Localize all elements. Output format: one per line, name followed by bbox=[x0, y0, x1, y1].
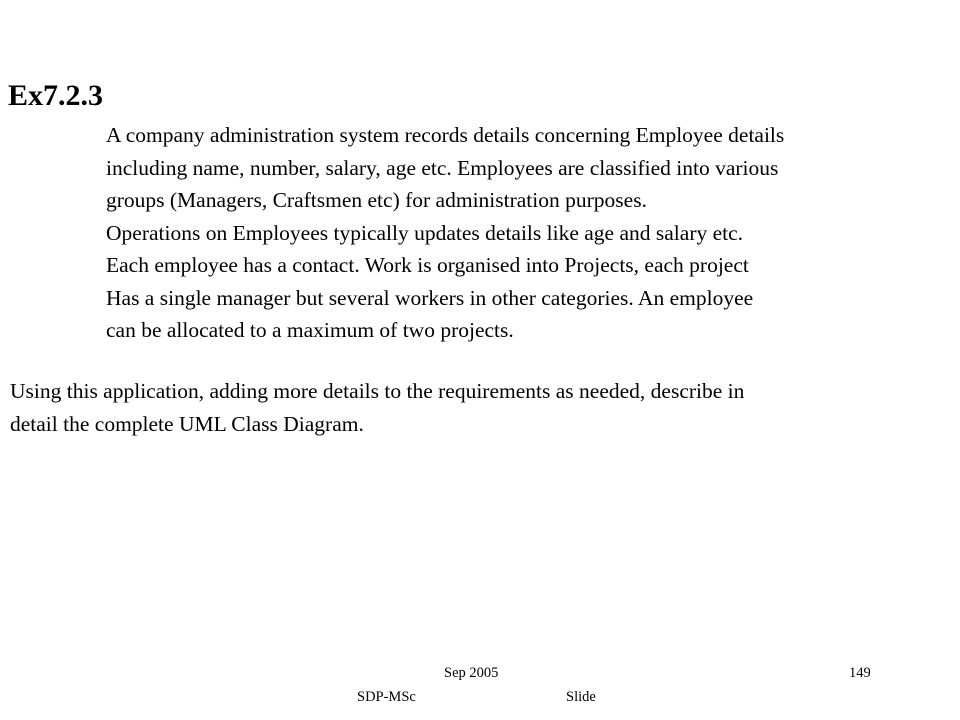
footer-course: SDP-MSc bbox=[357, 689, 416, 705]
footer-page-number: 149 bbox=[849, 665, 871, 681]
requirements-text bbox=[106, 119, 784, 347]
requirements-line: groups (Managers, Craftsmen etc) for administration purposes. bbox=[106, 188, 647, 212]
slide-title: Ex7.2.3 bbox=[8, 79, 104, 112]
task-text bbox=[10, 375, 744, 440]
requirements-line: Has a single manager but several workers in other categories. An employee bbox=[106, 285, 754, 310]
footer-slide-label: Slide bbox=[566, 689, 596, 705]
requirements-line: including name, number, salary, age etc. Employees are classified into various bbox=[106, 155, 779, 180]
task-line: detail the complete UML Class Diagram. bbox=[10, 411, 364, 436]
footer-date: Sep 2005 bbox=[444, 665, 499, 681]
requirements-line: Operations on Employees typically updates details like age and salary etc. bbox=[106, 220, 744, 245]
task-line: Using this application, adding more details to the requirements as needed, describe in bbox=[10, 379, 745, 403]
requirements-line: can be allocated to a maximum of two projects. bbox=[106, 318, 514, 342]
requirements-line: Each employee has a contact. Work is organised into Projects, each project bbox=[106, 253, 749, 277]
requirements-line: A company administration system records details concerning Employee details bbox=[106, 123, 785, 147]
